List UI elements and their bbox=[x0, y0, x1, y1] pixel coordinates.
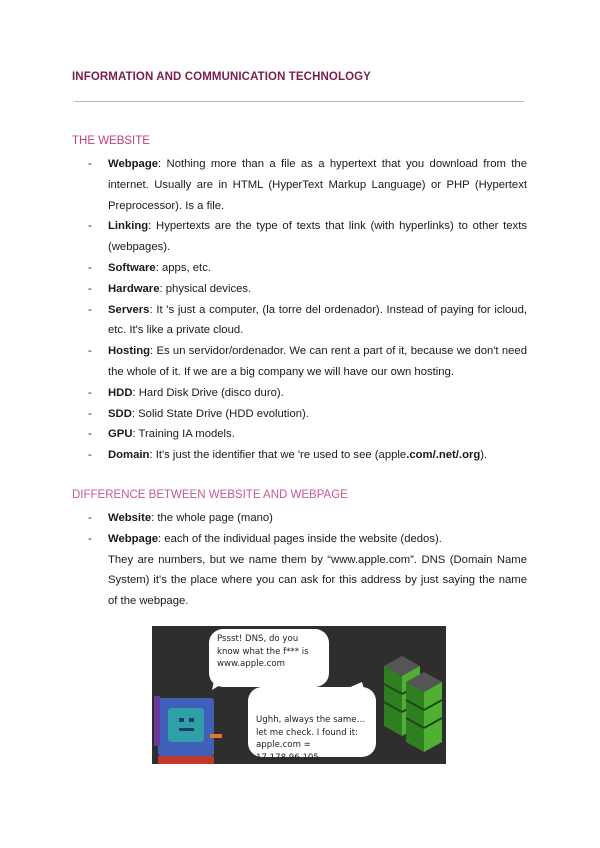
definition-end: ). bbox=[480, 449, 488, 462]
bullet-dash: - bbox=[88, 407, 92, 420]
definition: : physical devices. bbox=[159, 282, 252, 295]
domain-suffixes: .com/.net/.org bbox=[406, 449, 481, 462]
bullet-dash: - bbox=[88, 428, 92, 441]
list-item-webpage-2 bbox=[88, 529, 527, 550]
definition: : It 's just a computer, (la torre del ordenador). Instead of paying for icloud, etc. It's like a private cloud. bbox=[108, 303, 527, 337]
section-heading-website: THE WEBSITE bbox=[72, 135, 150, 147]
bullet-dash: - bbox=[88, 303, 92, 316]
page-title: INFORMATION AND COMMUNICATION TECHNOLOGY bbox=[72, 71, 371, 83]
list-item-sdd bbox=[88, 404, 527, 425]
bullet-dash: - bbox=[88, 532, 92, 545]
bullet-dash: - bbox=[88, 386, 92, 399]
definition: : apps, etc. bbox=[155, 261, 211, 274]
term: SDD bbox=[108, 407, 132, 420]
list-item-servers bbox=[88, 300, 527, 342]
dns-explanation: They are numbers, but we name them by “www.apple.com”. DNS (Domain Name System) it's the place where you can ask for this address by just saying the name of the webpage. bbox=[108, 553, 527, 608]
term: Website bbox=[108, 512, 152, 524]
difference-list bbox=[88, 508, 527, 612]
term: Hosting bbox=[108, 345, 151, 358]
title-divider bbox=[74, 101, 524, 102]
definition: : Nothing more than a file as a hypertext that you download from the internet. Usually are in HTML (HyperText Markup Language) or PHP (Hypertext Preprocessor). Is a file. bbox=[108, 158, 527, 212]
bullet-dash: - bbox=[88, 158, 92, 170]
list-item-hosting bbox=[88, 341, 527, 383]
list-item-webpage bbox=[88, 154, 527, 216]
definition: : It's just the identifier that we 're used to see (apple bbox=[149, 449, 407, 462]
list-item-hardware bbox=[88, 279, 527, 300]
definition: : Hypertexts are the type of texts that link (with hyperlinks) to other texts (webpages). bbox=[108, 220, 527, 254]
definition: : Training IA models. bbox=[132, 428, 235, 441]
bullet-dash: - bbox=[88, 512, 92, 524]
speech-bubble-question: Pssst! DNS, do you know what the f*** is www.apple.com bbox=[209, 629, 329, 687]
bullet-dash: - bbox=[88, 261, 92, 274]
bullet-dash: - bbox=[88, 220, 92, 233]
term: Servers bbox=[108, 303, 150, 316]
list-item-gpu bbox=[88, 424, 527, 445]
definition: : Solid State Drive (HDD evolution). bbox=[131, 407, 309, 420]
definition: : the whole page (mano) bbox=[151, 512, 273, 524]
term: Software bbox=[108, 261, 156, 274]
server-stack-icon bbox=[384, 656, 442, 752]
term: Linking bbox=[108, 220, 149, 233]
term: Webpage bbox=[108, 158, 159, 170]
term: Domain bbox=[108, 449, 150, 462]
term: Hardware bbox=[108, 282, 160, 295]
definition: : Hard Disk Drive (disco duro). bbox=[132, 386, 284, 399]
website-definitions-list bbox=[88, 154, 527, 466]
bullet-dash: - bbox=[88, 345, 92, 358]
definition: : each of the individual pages inside the website (dedos). bbox=[158, 532, 442, 545]
bullet-dash: - bbox=[88, 449, 92, 462]
list-item-website bbox=[88, 508, 527, 529]
term: GPU bbox=[108, 428, 133, 441]
list-item-software bbox=[88, 258, 527, 279]
speech-bubble-answer: Ughh, always the same… let me check. I found it: apple.com = 17.178.96.105 bbox=[248, 687, 376, 757]
definition: : Es un servidor/ordenador. We can rent a part of it, because we don't need the whole of it. If we are a big company we will have our own hosting. bbox=[108, 345, 527, 378]
section-heading-difference: DIFFERENCE BETWEEN WEBSITE AND WEBPAGE bbox=[72, 489, 348, 501]
term: HDD bbox=[108, 386, 133, 399]
dns-illustration bbox=[152, 626, 446, 764]
robot-icon bbox=[154, 696, 222, 764]
list-item-linking bbox=[88, 216, 527, 258]
term: Webpage bbox=[108, 532, 159, 545]
list-item-hdd bbox=[88, 383, 527, 404]
bullet-dash: - bbox=[88, 282, 92, 295]
list-item-domain bbox=[88, 445, 527, 466]
